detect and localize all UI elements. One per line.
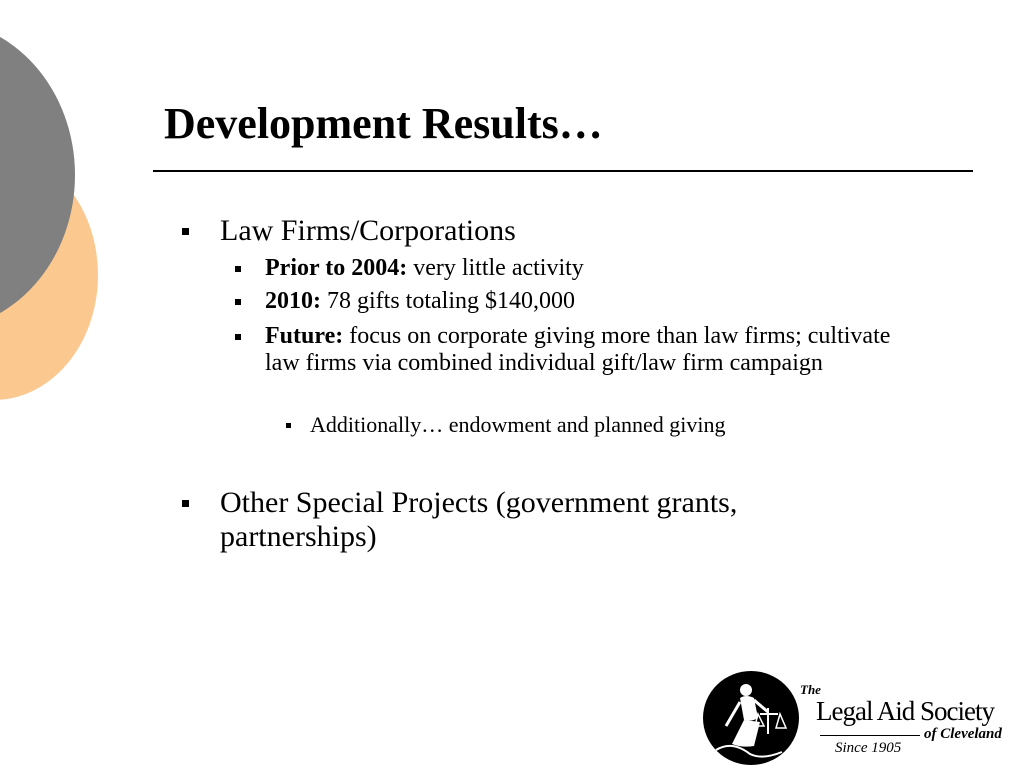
- sub-sub-bullet-text: Additionally… endowment and planned giving: [310, 412, 726, 437]
- slide-title: Development Results…: [164, 99, 603, 148]
- logo-divider: [820, 735, 920, 736]
- bullet-text: Other Special Projects (government grants, partnerships): [220, 486, 738, 553]
- square-bullet-icon: [235, 266, 241, 272]
- square-bullet-icon: [182, 228, 189, 235]
- sub-bullet-text: very little activity: [407, 255, 584, 281]
- legal-aid-society-logo: [702, 668, 1022, 766]
- sub-bullet-label: Future:: [265, 323, 344, 349]
- sub-bullet-text: focus on corporate giving more than law firms; cultivate law firms via combined individual gift/law firm campaign: [265, 323, 891, 376]
- square-bullet-icon: [235, 299, 241, 305]
- square-bullet-icon: [235, 334, 241, 340]
- sub-bullet-label: 2010:: [265, 288, 321, 314]
- square-bullet-icon: [182, 500, 189, 507]
- sub-bullet-text: 78 gifts totaling $140,000: [321, 288, 575, 314]
- logo-the-text: The: [800, 682, 821, 697]
- logo-of-text: of Cleveland: [924, 726, 1002, 742]
- lady-justice-emblem-icon: [702, 670, 800, 766]
- logo-since-text: Since 1905: [835, 740, 902, 756]
- square-bullet-icon: [286, 423, 291, 428]
- sub-bullet-label: Prior to 2004:: [265, 255, 408, 281]
- bullet-text: Law Firms/Corporations: [220, 214, 516, 247]
- logo-name-text: Legal Aid Society: [816, 696, 994, 726]
